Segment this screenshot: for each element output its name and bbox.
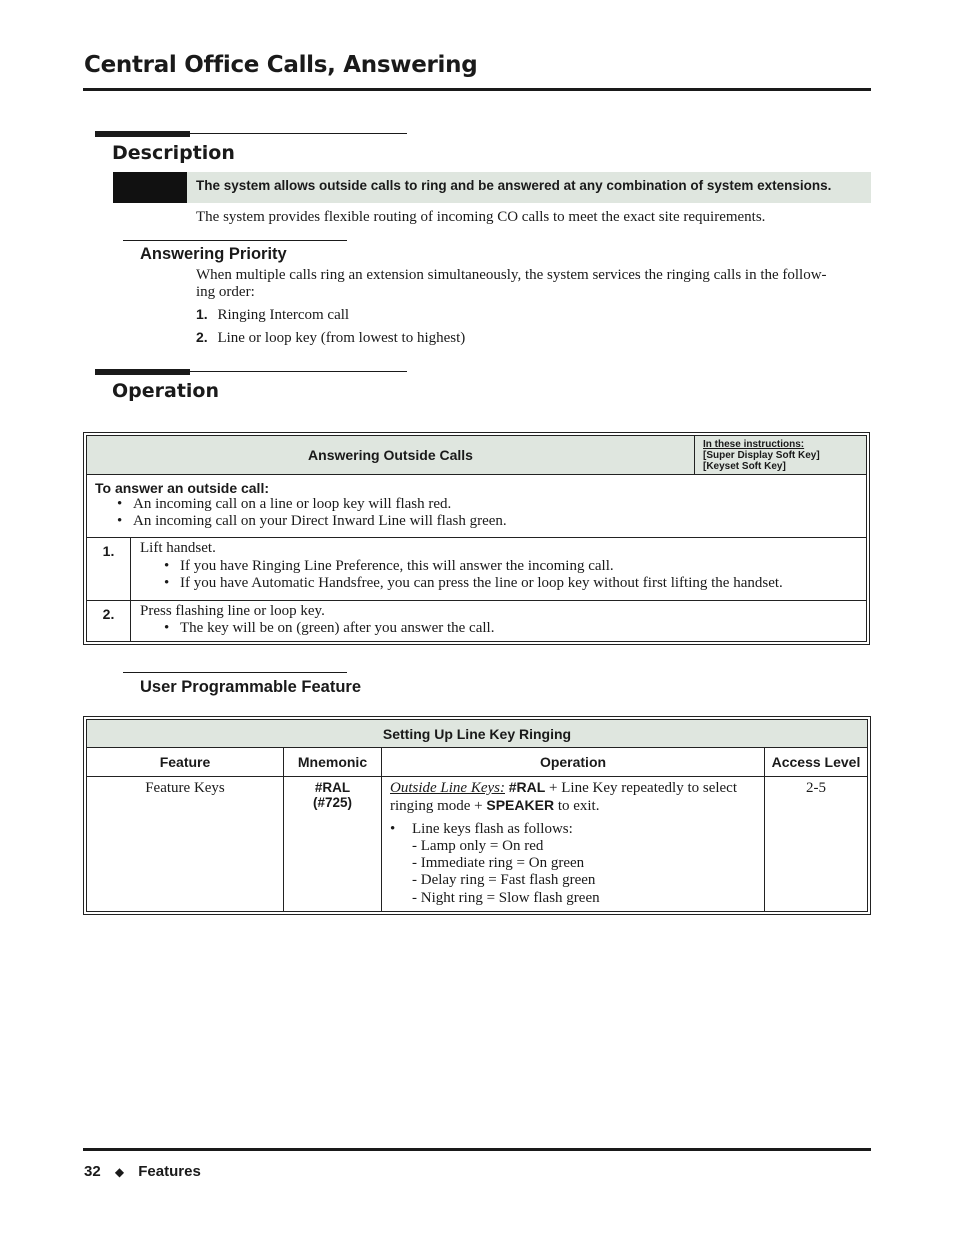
item-text: Line or loop key (from lowest to highest) <box>217 330 466 346</box>
legend-line: In these instructions: <box>703 438 805 450</box>
description-heading: Description <box>112 142 235 164</box>
step-bullet: • If you have Ringing Line Preference, this will answer the incoming call. <box>164 558 857 576</box>
table-legend <box>695 436 867 475</box>
legend-line: [Keyset Soft Key] <box>703 460 786 472</box>
section-bar <box>95 131 190 137</box>
page-number: 32 <box>84 1163 101 1180</box>
step-content <box>131 601 867 641</box>
column-header: Feature <box>87 748 284 777</box>
step-text: Lift handset. <box>140 540 216 556</box>
step-row <box>87 600 867 641</box>
feature-cell: Feature Keys <box>87 777 284 912</box>
priority-item <box>196 306 349 324</box>
operation-cell <box>382 777 765 912</box>
operation-text: + Line Key repeatedly to select ringing mode + <box>390 780 738 815</box>
item-number: 1. <box>196 306 208 322</box>
diamond-icon: ◆ <box>114 1165 125 1179</box>
summary-text: The system allows outside calls to ring and be answered at any combination of system extensions. <box>196 178 832 193</box>
title-divider <box>83 88 871 91</box>
step-bullet: • If you have Automatic Handsfree, you can press the line or loop key without first lifting the handset. <box>164 575 857 593</box>
ring-mode: - Delay ring = Fast flash green <box>412 872 596 889</box>
column-header: Access Level <box>765 748 868 777</box>
ring-mode: - Lamp only = On red <box>412 837 544 854</box>
speaker-key: SPEAKER <box>486 797 555 814</box>
operation-code: #RAL <box>508 779 546 795</box>
summary-marker <box>113 172 187 203</box>
column-header: Mnemonic <box>284 748 382 777</box>
subsection-rule <box>123 672 347 673</box>
section-bar <box>95 369 190 375</box>
line-key-ringing-table <box>83 716 871 915</box>
page-title: Central Office Calls, Answering <box>84 52 478 78</box>
answering-priority-heading: Answering Priority <box>140 245 287 263</box>
step-row <box>87 538 867 601</box>
item-text: Ringing Intercom call <box>217 307 350 323</box>
footer-divider <box>83 1148 871 1151</box>
step-bullet: • The key will be on (green) after you answer the call. <box>164 620 857 638</box>
legend-line: [Super Display Soft Key] <box>703 449 820 461</box>
intro-bullet: • An incoming call on your Direct Inward Line will flash green. <box>117 513 858 530</box>
mnemonic-alt: (#725) <box>312 795 353 810</box>
column-header: Operation <box>382 748 765 777</box>
intro-heading: To answer an outside call: <box>95 480 270 496</box>
operation-link: Outside Line Keys: <box>390 780 505 796</box>
step-number: 1. <box>87 538 131 600</box>
user-programmable-heading: User Programmable Feature <box>140 678 362 696</box>
step-content <box>131 538 867 600</box>
mnemonic-code: #RAL <box>314 780 351 795</box>
intro-line: ing order: <box>196 284 255 300</box>
description-body: The system provides flexible routing of incoming CO calls to meet the exact site requirements. <box>196 209 766 225</box>
operation-heading: Operation <box>112 380 220 402</box>
item-number: 2. <box>196 329 208 345</box>
answering-priority-intro <box>196 267 871 301</box>
access-level-cell: 2-5 <box>765 777 868 912</box>
step-text: Press flashing line or loop key. <box>140 602 325 619</box>
footer <box>84 1163 201 1180</box>
intro-bullet: • An incoming call on a line or loop key will flash red. <box>117 496 858 513</box>
footer-section: Features <box>138 1163 201 1180</box>
priority-item <box>196 329 465 347</box>
table-title: Setting Up Line Key Ringing <box>87 720 868 748</box>
intro-line: When multiple calls ring an extension simultaneously, the system services the ringing calls in the follow- <box>196 267 827 283</box>
operation-text: to exit. <box>554 798 600 815</box>
step-number: 2. <box>87 601 131 641</box>
table-title: Answering Outside Calls <box>87 436 695 475</box>
mnemonic-cell <box>284 777 382 912</box>
section-rule <box>190 133 407 134</box>
intro-cell <box>87 475 867 538</box>
ring-mode: - Night ring = Slow flash green <box>412 889 600 906</box>
answering-calls-table <box>83 432 870 645</box>
section-rule <box>190 371 407 372</box>
ring-mode: - Immediate ring = On green <box>412 855 585 872</box>
operation-bullet: • Line keys flash as follows: <box>390 821 756 838</box>
operation-instruction <box>390 779 756 816</box>
subsection-rule <box>123 240 347 241</box>
